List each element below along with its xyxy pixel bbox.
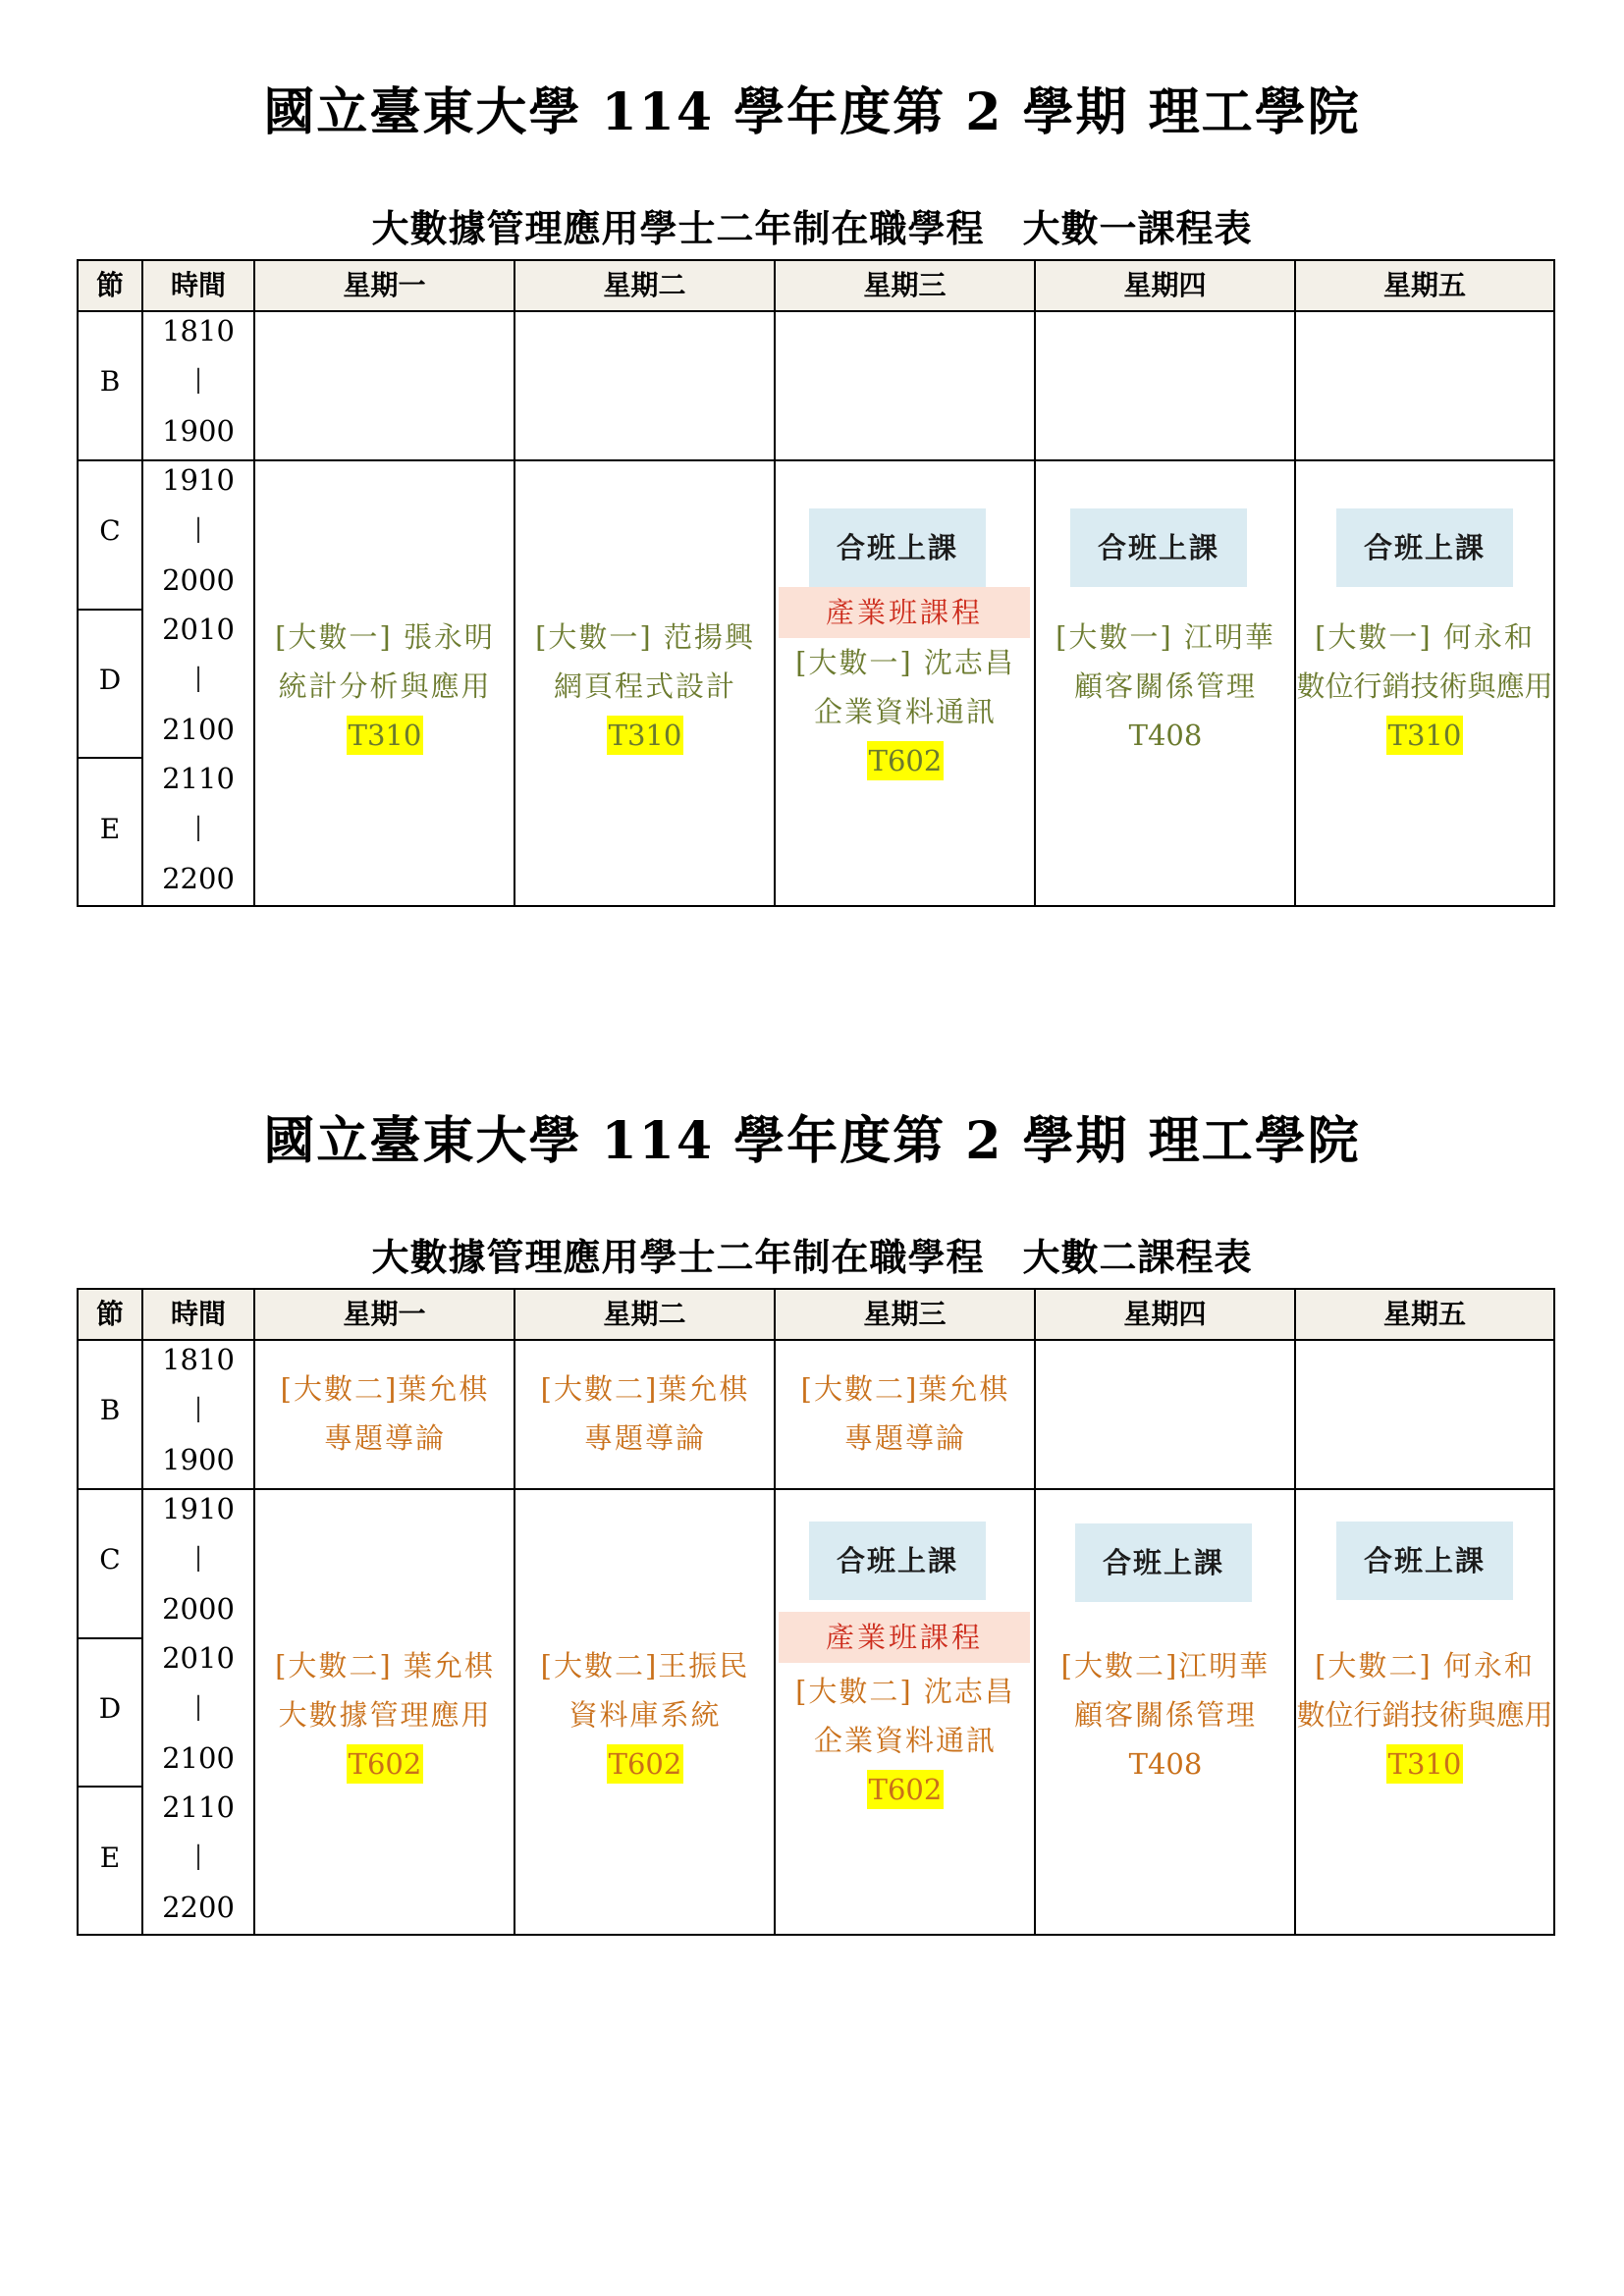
header-fri: 星期五 — [1382, 1298, 1466, 1330]
time-separator: | — [193, 365, 203, 395]
course-cell-mon — [256, 1641, 514, 1789]
time-separator: | — [193, 1692, 203, 1722]
header-period: 節 — [95, 269, 124, 301]
course-cell-tue-b — [516, 1364, 774, 1463]
course-teacher: [大數二] 葉允棋 — [275, 1649, 495, 1682]
course-cell-wed — [777, 1667, 1034, 1814]
course-teacher: [大數二]葉允棋 — [280, 1372, 490, 1406]
period-code: C — [99, 514, 121, 547]
room-badge: T602 — [607, 1744, 684, 1784]
time-end: 2000 — [162, 563, 235, 597]
course-cell-tue — [516, 1641, 774, 1789]
course-name: 顧客關係管理 — [1073, 669, 1257, 703]
joint-class-badge: 合班上課 — [1336, 508, 1513, 587]
course-teacher: [大數一] 何永和 — [1315, 620, 1535, 654]
course-teacher: [大數二] 沈志昌 — [795, 1675, 1015, 1708]
room-badge: T310 — [1386, 1744, 1464, 1784]
time-separator: | — [193, 514, 203, 544]
time-start: 2010 — [162, 1641, 235, 1675]
timetable — [77, 259, 1555, 907]
course-cell-thu — [1037, 613, 1294, 760]
course-name: 統計分析與應用 — [278, 669, 492, 703]
course-name: 專題導論 — [843, 1421, 966, 1455]
room-badge: T602 — [347, 1744, 424, 1784]
schedule-subtitle: 大數據管理應用學士二年制在職學程 大數二課程表 — [371, 1235, 1253, 1279]
time-start: 2110 — [162, 1790, 235, 1824]
time-end: 2200 — [162, 862, 235, 895]
course-name: 企業資料通訊 — [813, 1724, 997, 1757]
period-code: E — [99, 1842, 121, 1874]
header-period: 節 — [95, 1298, 124, 1330]
time-end: 2100 — [162, 713, 235, 746]
page-title: 國立臺東大學 114 學年度第 2 學期 理工學院 — [263, 82, 1361, 142]
header-thu: 星期四 — [1123, 1298, 1207, 1330]
time-end: 2200 — [162, 1891, 235, 1924]
time-start: 1810 — [162, 314, 235, 347]
time-end: 1900 — [162, 1443, 235, 1476]
time-start: 1810 — [162, 1343, 235, 1376]
course-cell-wed-b — [777, 1364, 1034, 1463]
course-teacher: [大數一] 江明華 — [1056, 620, 1275, 654]
header-fri: 星期五 — [1382, 269, 1466, 301]
joint-class-badge: 合班上課 — [1075, 1523, 1252, 1602]
course-teacher: [大數二]江明華 — [1060, 1649, 1271, 1682]
time-separator: | — [193, 1543, 203, 1573]
joint-class-badge: 合班上課 — [1070, 508, 1247, 587]
course-teacher: [大數一] 范揚興 — [535, 620, 755, 654]
time-separator: | — [193, 664, 203, 693]
timetable — [77, 1288, 1555, 1936]
schedule-subtitle: 大數據管理應用學士二年制在職學程 大數一課程表 — [371, 206, 1253, 250]
room-badge: T602 — [867, 741, 945, 780]
time-separator: | — [193, 1842, 203, 1871]
header-wed: 星期三 — [863, 269, 947, 301]
joint-class-badge: 合班上課 — [1336, 1522, 1513, 1600]
time-end: 2000 — [162, 1592, 235, 1626]
joint-class-badge: 合班上課 — [809, 508, 986, 587]
time-end: 1900 — [162, 414, 235, 448]
period-code: B — [99, 1394, 121, 1426]
time-start: 2110 — [162, 762, 235, 795]
room-badge: T310 — [347, 716, 424, 755]
course-cell-mon-b — [256, 1364, 514, 1463]
header-wed: 星期三 — [863, 1298, 947, 1330]
industry-class-tag: 產業班課程 — [779, 1612, 1030, 1663]
course-cell-thu — [1037, 1641, 1294, 1789]
header-time: 時間 — [170, 1298, 226, 1330]
time-start: 1910 — [162, 463, 235, 497]
course-name: 資料庫系統 — [568, 1698, 722, 1732]
page-title: 國立臺東大學 114 學年度第 2 學期 理工學院 — [263, 1111, 1361, 1171]
period-code: C — [99, 1543, 121, 1575]
course-teacher: [大數二]王振民 — [540, 1649, 750, 1682]
course-cell-fri — [1296, 613, 1553, 760]
header-tue: 星期二 — [603, 269, 686, 301]
time-start: 1910 — [162, 1492, 235, 1525]
time-start: 2010 — [162, 613, 235, 646]
room-badge: T310 — [607, 716, 684, 755]
course-cell-mon — [256, 613, 514, 760]
course-name: 顧客關係管理 — [1073, 1698, 1257, 1732]
course-teacher: [大數一] 張永明 — [275, 620, 495, 654]
course-name: 網頁程式設計 — [553, 669, 736, 703]
header-thu: 星期四 — [1123, 269, 1207, 301]
course-cell-tue — [516, 613, 774, 760]
header-mon: 星期一 — [343, 269, 426, 301]
course-teacher: [大數二]葉允棋 — [540, 1372, 750, 1406]
course-name: 數位行銷技術與應用 — [1296, 669, 1553, 703]
time-separator: | — [193, 1394, 203, 1423]
industry-class-tag: 產業班課程 — [779, 587, 1030, 638]
course-teacher: [大數一] 沈志昌 — [795, 646, 1015, 679]
header-mon: 星期一 — [343, 1298, 426, 1330]
course-teacher: [大數二]葉允棋 — [800, 1372, 1010, 1406]
period-code: E — [99, 813, 121, 845]
time-end: 2100 — [162, 1741, 235, 1775]
joint-class-badge: 合班上課 — [809, 1522, 986, 1600]
course-teacher: [大數二] 何永和 — [1315, 1649, 1535, 1682]
room-badge: T602 — [867, 1770, 945, 1809]
room-label: T408 — [1128, 719, 1203, 752]
room-label: T408 — [1128, 1747, 1203, 1781]
course-name: 專題導論 — [583, 1421, 706, 1455]
course-name: 數位行銷技術與應用 — [1296, 1698, 1553, 1732]
course-cell-wed — [777, 638, 1034, 785]
period-code: D — [98, 664, 122, 696]
header-tue: 星期二 — [603, 1298, 686, 1330]
room-badge: T310 — [1386, 716, 1464, 755]
course-cell-fri — [1296, 1641, 1553, 1789]
time-separator: | — [193, 813, 203, 842]
course-name: 大數據管理應用 — [278, 1698, 492, 1732]
header-time: 時間 — [170, 269, 226, 301]
period-code: B — [99, 365, 121, 398]
course-name: 企業資料通訊 — [813, 695, 997, 728]
course-name: 專題導論 — [323, 1421, 446, 1455]
period-code: D — [98, 1692, 122, 1725]
